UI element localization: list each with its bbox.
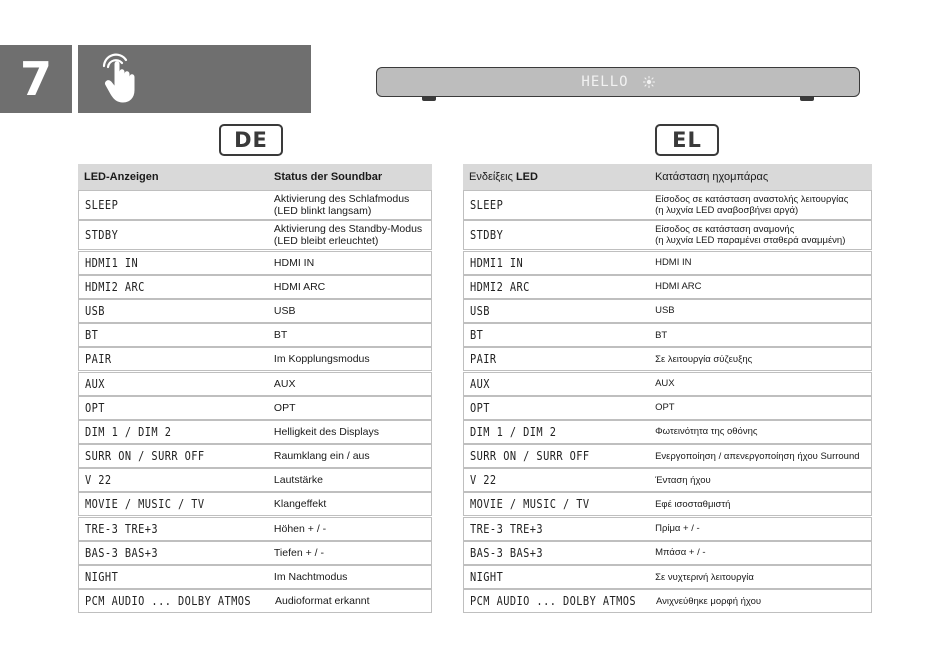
table-row <box>78 517 432 541</box>
status-cell: OPT <box>655 402 675 414</box>
soundbar-display <box>377 68 859 96</box>
led-indicator-cell <box>464 254 655 272</box>
led-display-text: USB <box>470 303 490 318</box>
led-display-text: DIM 1 / DIM 2 <box>470 424 557 439</box>
table-row <box>78 251 432 275</box>
header-led-bold: LED <box>515 171 538 183</box>
led-display-text: SURR ON / SURR OFF <box>85 449 205 464</box>
led-indicator-cell <box>79 568 274 586</box>
status-cell: Είσοδος σε κατάσταση αναστολής λειτουργίας (η λυχνία LED αναβοσβήνει αργά) <box>655 194 849 217</box>
led-indicator-cell <box>79 592 275 610</box>
led-indicator-cell <box>79 471 274 489</box>
status-cell: Μπάσα + / - <box>655 547 706 559</box>
status-cell: USB <box>273 304 296 317</box>
led-display-text: NIGHT <box>470 570 504 584</box>
status-cell: Σε νυχτερινή λειτουργία <box>655 571 754 583</box>
led-display-text: NIGHT <box>85 570 119 584</box>
led-display-text: MOVIE / MUSIC / TV <box>85 497 205 512</box>
led-indicator-cell <box>464 544 655 562</box>
led-indicator-cell <box>79 196 274 214</box>
status-cell: AUX <box>273 377 296 390</box>
status-cell: Im Nachtmodus <box>273 571 348 583</box>
table-row <box>463 589 872 613</box>
led-indicator-cell <box>464 592 656 610</box>
table-row <box>78 468 432 492</box>
led-display-text: TRE-3 TRE+3 <box>85 521 159 536</box>
table-row <box>78 492 432 516</box>
table-header <box>463 164 872 190</box>
led-indicator-cell <box>464 520 655 538</box>
status-cell: Tiefen + / - <box>273 546 324 559</box>
table-row <box>463 420 872 444</box>
led-table-de <box>78 164 432 613</box>
status-cell: Höhen + / - <box>273 522 327 535</box>
table-row <box>463 323 872 347</box>
led-display-text: BT <box>85 328 99 343</box>
table-row <box>463 541 872 565</box>
table-row <box>463 347 872 371</box>
status-cell: HDMI IN <box>273 256 315 269</box>
led-indicator-cell <box>464 302 655 320</box>
table-row <box>463 190 872 220</box>
status-cell: Helligkeit des Displays <box>273 425 379 438</box>
status-cell: USB <box>655 305 675 317</box>
led-indicator-cell <box>464 350 655 368</box>
led-display-text: V 22 <box>470 473 497 488</box>
status-cell: BT <box>655 329 668 341</box>
led-display-text: PCM AUDIO ... DOLBY ATMOS <box>85 594 252 609</box>
led-display-text: BAS-3 BAS+3 <box>85 545 159 560</box>
sun-brightness-icon <box>643 76 655 88</box>
led-display-text: SLEEP <box>85 198 119 213</box>
table-row <box>78 589 432 613</box>
table-row <box>78 444 432 468</box>
status-cell: Raumklang ein / aus <box>273 450 370 463</box>
status-cell: Σε λειτουργία σύζευξης <box>655 353 753 365</box>
status-cell: Εφέ ισοσταθμιστή <box>655 498 731 510</box>
led-display-text: V 22 <box>85 473 112 488</box>
hand-touch-icon <box>100 52 144 106</box>
table-row <box>78 220 432 250</box>
led-indicator-cell <box>464 196 655 214</box>
table-row <box>78 565 432 589</box>
status-cell: Φωτεινότητα της οθόνης <box>655 426 758 438</box>
led-indicator-cell <box>79 254 274 272</box>
led-display-text: BAS-3 BAS+3 <box>470 545 544 560</box>
led-indicator-cell <box>79 326 274 344</box>
table-row <box>463 444 872 468</box>
led-indicator-cell <box>79 423 274 441</box>
led-indicator-cell <box>464 423 655 441</box>
status-cell: AUX <box>655 378 675 389</box>
status-cell: Aktivierung des Schlafmodus (LED blinkt langsam) <box>273 193 410 218</box>
table-row <box>463 251 872 275</box>
led-display-text: HDMI1 IN <box>85 255 139 270</box>
led-indicator-cell <box>79 447 274 465</box>
table-row <box>78 190 432 220</box>
led-display-text: MOVIE / MUSIC / TV <box>470 497 590 512</box>
table-row <box>463 220 872 250</box>
header-led-prefix: Ενδείξεις <box>469 171 516 183</box>
led-indicator-cell <box>79 544 274 562</box>
step-number: 7 <box>0 45 72 113</box>
table-row <box>463 372 872 396</box>
language-badge-de: DE <box>219 124 283 156</box>
table-row <box>463 517 872 541</box>
led-display-text: USB <box>85 303 105 318</box>
status-cell: Ενεργοποίηση / απενεργοποίηση ήχου Surround <box>655 450 860 462</box>
status-cell: Aktivierung des Standby-Modus (LED bleibt erleuchtet) <box>273 223 423 248</box>
status-cell: HDMI ARC <box>273 280 326 293</box>
led-indicator-cell <box>464 226 655 244</box>
table-row <box>78 347 432 371</box>
led-indicator-cell <box>464 399 655 417</box>
led-indicator-cell <box>464 326 655 344</box>
led-display-text: HDMI2 ARC <box>85 279 145 294</box>
soundbar-foot <box>800 97 814 101</box>
led-display-text: DIM 1 / DIM 2 <box>85 424 172 439</box>
table-row <box>463 275 872 299</box>
header-status: Κατάσταση ηχομπάρας <box>655 170 769 183</box>
led-display-text: AUX <box>470 376 490 391</box>
header-status: Status der Soundbar <box>274 171 383 183</box>
led-display-text: STDBY <box>85 228 119 243</box>
table-row <box>463 396 872 420</box>
status-cell: Lautstärke <box>273 474 323 487</box>
led-display-text: PAIR <box>85 352 112 367</box>
table-row <box>78 323 432 347</box>
status-cell: OPT <box>273 401 296 414</box>
led-display-text: OPT <box>470 400 490 415</box>
status-cell: Πρίμα + / - <box>655 523 700 535</box>
language-badge-el: EL <box>655 124 719 156</box>
soundbar-display-text: HELLO <box>581 74 629 90</box>
status-cell: BT <box>273 329 288 342</box>
led-display-text: PCM AUDIO ... DOLBY ATMOS <box>470 594 637 609</box>
led-display-text: HDMI1 IN <box>470 255 524 270</box>
led-table-el <box>463 164 872 613</box>
led-indicator-cell <box>464 495 655 513</box>
table-row <box>463 468 872 492</box>
led-indicator-cell <box>464 568 655 586</box>
led-indicator-cell <box>79 302 274 320</box>
status-cell: HDMI ARC <box>655 281 702 293</box>
status-cell: Είσοδος σε κατάσταση αναμονής (η λυχνία LED παραμένει σταθερά αναμμένη) <box>655 224 846 247</box>
table-row <box>78 420 432 444</box>
table-row <box>78 372 432 396</box>
table-row <box>463 492 872 516</box>
led-display-text: SLEEP <box>470 198 504 213</box>
led-indicator-cell <box>464 375 655 393</box>
table-row <box>78 299 432 323</box>
status-cell: HDMI IN <box>655 257 692 269</box>
led-indicator-cell <box>79 375 274 393</box>
table-row <box>78 396 432 420</box>
soundbar-foot <box>422 97 436 101</box>
led-indicator-cell <box>79 520 274 538</box>
table-row <box>463 565 872 589</box>
status-cell: Ανιχνεύθηκε μορφή ήχου <box>656 595 762 607</box>
led-display-text: TRE-3 TRE+3 <box>470 521 544 536</box>
led-display-text: PAIR <box>470 352 497 367</box>
led-indicator-cell <box>464 278 655 296</box>
status-cell: Klangeffekt <box>273 498 327 511</box>
led-indicator-cell <box>79 495 274 513</box>
led-display-text: OPT <box>85 400 105 415</box>
led-display-text: STDBY <box>470 228 504 243</box>
header-led-indicators: LED-Anzeigen <box>84 171 159 183</box>
header-led-indicators <box>463 171 655 183</box>
step-icon-box <box>78 45 311 113</box>
led-display-text: SURR ON / SURR OFF <box>470 449 590 464</box>
led-indicator-cell <box>464 471 655 489</box>
led-indicator-cell <box>79 350 274 368</box>
table-row <box>463 299 872 323</box>
led-display-text: HDMI2 ARC <box>470 279 530 294</box>
led-indicator-cell <box>79 226 274 244</box>
table-header <box>78 164 432 190</box>
led-indicator-cell <box>79 399 274 417</box>
led-display-text: BT <box>470 328 484 343</box>
led-display-text: AUX <box>85 376 105 391</box>
soundbar-illustration <box>376 67 860 97</box>
status-cell: Im Kopplungsmodus <box>273 353 370 366</box>
table-row <box>78 541 432 565</box>
status-cell: Audioformat erkannt <box>275 595 370 608</box>
led-indicator-cell <box>79 278 274 296</box>
led-indicator-cell <box>464 447 655 465</box>
status-cell: Ένταση ήχου <box>655 474 711 486</box>
table-row <box>78 275 432 299</box>
